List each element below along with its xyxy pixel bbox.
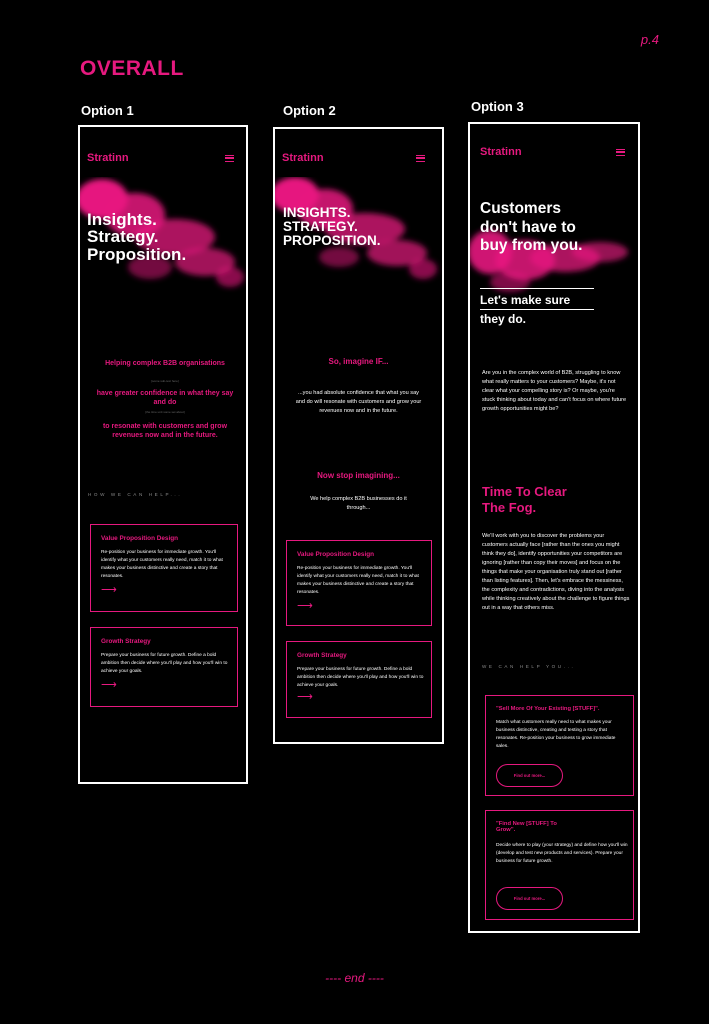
intro-paragraph: Are you in the complex world of B2B, struggling to know what really matters to your customers? Maybe, it's not clear what your compelling story is? Or maybe, you're stuck thinking about today and can't focus on where future growth opportunities might be? <box>482 370 627 412</box>
card-title: Growth Strategy <box>297 652 347 659</box>
arrow-right-icon[interactable]: ⟶ <box>101 584 117 596</box>
option2-label: Option 2 <box>283 103 336 118</box>
option1-label: Option 1 <box>81 103 134 118</box>
arrow-right-icon[interactable]: ⟶ <box>297 691 313 703</box>
brand-logo[interactable]: Stratinn <box>282 152 324 164</box>
brand-logo[interactable]: Stratinn <box>480 146 522 158</box>
card-body: Re-position your business for immediate growth. You'll identify what your customers really need, match it to what makes your business distinctive and create a story that resonates. <box>297 566 419 595</box>
service-card <box>485 810 634 920</box>
section-eyebrow: HOW WE CAN HELP... <box>88 492 183 497</box>
hamburger-icon[interactable] <box>416 155 425 162</box>
card-body: Match what customers really need to what makes your business distinctive, creating and testing a story that resonates. Re-position your business to grow immediate sales. <box>496 720 616 749</box>
stop-body: We help complex B2B businesses do it through... <box>310 496 407 511</box>
service-card[interactable] <box>90 524 238 612</box>
arrow-right-icon[interactable]: ⟶ <box>101 679 117 691</box>
service-card[interactable] <box>90 627 238 707</box>
card-title: Growth Strategy <box>101 638 151 645</box>
card-title: Value Proposition Design <box>101 535 179 542</box>
hero-heading: INSIGHTS. STRATEGY. PROPOSITION. <box>283 205 381 248</box>
find-out-more-button[interactable]: Find out more... <box>496 764 563 787</box>
option1-mockup <box>78 125 248 784</box>
brand-logo[interactable]: Stratinn <box>87 152 129 164</box>
option3-label: Option 3 <box>471 99 524 114</box>
card-body: Re-position your business for immediate growth. You'll identify what your customers really need, match it to what makes your business distinctive and create a story that resonates. <box>101 550 223 579</box>
intro-line-1: Helping complex B2B organisations <box>105 360 225 367</box>
service-card[interactable] <box>286 540 432 626</box>
card-body: Prepare your business for future growth. Define a bold ambition then decide where you'll play and how you'll win to achieve your goals. <box>101 653 228 674</box>
stop-heading: Now stop imagining... <box>317 471 400 480</box>
option2-mockup <box>273 127 444 744</box>
hamburger-icon[interactable] <box>616 149 625 156</box>
intro-line-3: to resonate with customers and grow revenues now and in the future. <box>102 423 228 440</box>
card-body: Decide where to play (your strategy) and define how you'll win (develop and test new products and services). Prepare your business for future growth. <box>496 843 628 864</box>
card-title: "Sell More Of Your Existing [STUFF]". <box>496 706 600 712</box>
page-heading: OVERALL <box>80 57 184 80</box>
divider <box>480 309 594 310</box>
page-number: p.4 <box>640 32 659 47</box>
divider <box>480 288 594 289</box>
option3-mockup <box>468 122 640 933</box>
arrow-right-icon[interactable]: ⟶ <box>297 600 313 612</box>
card-title: "Find New [STUFF] To Grow". <box>496 821 557 833</box>
tagline: Let's make sure they do. <box>480 293 571 326</box>
imagine-heading: So, imagine IF... <box>328 357 389 366</box>
end-marker: ---- end ---- <box>325 971 384 985</box>
intro-line-2: have greater confidence in what they say and do <box>96 390 234 407</box>
hamburger-icon[interactable] <box>225 155 234 162</box>
card-title: Value Proposition Design <box>297 551 375 558</box>
hero-heading: Insights. Strategy. Proposition. <box>87 210 187 264</box>
intro-subtext-2: [the time unit some set about] <box>145 410 185 414</box>
card-body: Prepare your business for future growth. Define a bold ambition then decide where you'll play and how you'll win to achieve your goals. <box>297 667 424 688</box>
intro-subtext-1: [some sub-text here] <box>151 379 179 383</box>
fog-paragraph: We'll work with you to discover the problems your customers actually face [rather than the ones you might think they do], identify opportunities your competitors are ignoring [rather than copy their moves] and focus on the things that make your organisation truly stand out [rather than listing features]. Then, let's embrace the messiness, the complexity and contradictions, diving into the analysis while thinking creatively about the challenge to figure things out in a way that others miss. <box>482 533 630 611</box>
fog-heading: Time To Clear The Fog. <box>482 484 567 516</box>
service-card <box>485 695 634 796</box>
section-eyebrow: WE CAN HELP YOU... <box>482 664 576 669</box>
service-card[interactable] <box>286 641 432 718</box>
find-out-more-button[interactable]: Find out more... <box>496 887 563 910</box>
hero-heading: Customers don't have to buy from you. <box>480 200 583 255</box>
imagine-body: ...you had absolute confidence that what you say and do will resonate with customers and grow your revenues now and in the future. <box>295 390 422 414</box>
